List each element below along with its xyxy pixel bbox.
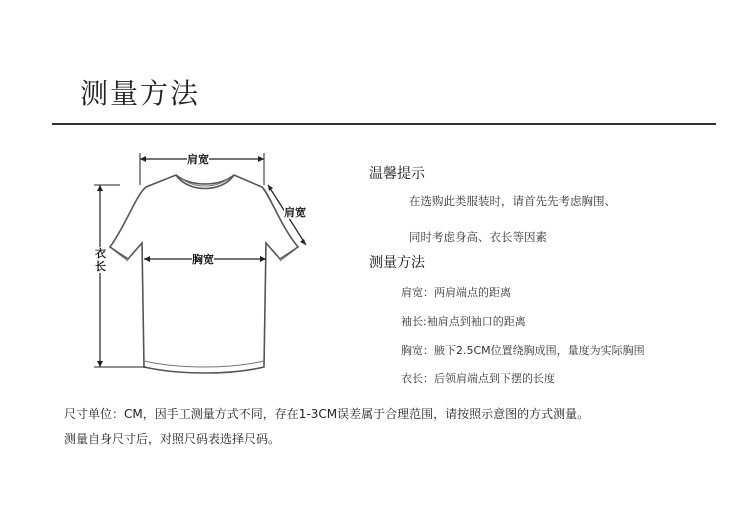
method-item-length: 衣长：后领肩端点到下摆的长度 bbox=[401, 372, 555, 385]
title-divider bbox=[52, 123, 716, 125]
body-length-label: 衣长 bbox=[95, 247, 106, 273]
method-item-sleeve: 袖长:袖肩点到袖口的距离 bbox=[401, 315, 526, 328]
tshirt-outline bbox=[110, 175, 298, 373]
tip-line: 在选购此类服装时，请首先先考虑胸围、 bbox=[409, 194, 616, 208]
tshirt-measurement-diagram bbox=[80, 135, 340, 385]
shoulder-width-label: 肩宽 bbox=[187, 153, 209, 166]
size-selection-note: 测量自身尺寸后，对照尺码表选择尺码。 bbox=[64, 432, 281, 446]
method-item-shoulder: 肩宽：两肩端点的距离 bbox=[401, 286, 511, 299]
method-title: 测量方法 bbox=[369, 255, 425, 271]
page-title: 测量方法 bbox=[80, 77, 201, 110]
tips-title: 温馨提示 bbox=[369, 166, 425, 182]
method-item-chest: 胸宽：腋下2.5CM位置绕胸成围，量度为实际胸围 bbox=[401, 344, 645, 357]
chest-width-label: 胸宽 bbox=[192, 253, 214, 266]
tip-line: 同时考虑身高、衣长等因素 bbox=[409, 230, 547, 244]
size-unit-note: 尺寸单位：CM，因手工测量方式不同，存在1-3CM误差属于合理范围，请按照示意图的方式测量。 bbox=[64, 407, 590, 421]
sleeve-length-label: 肩宽 bbox=[284, 206, 306, 219]
